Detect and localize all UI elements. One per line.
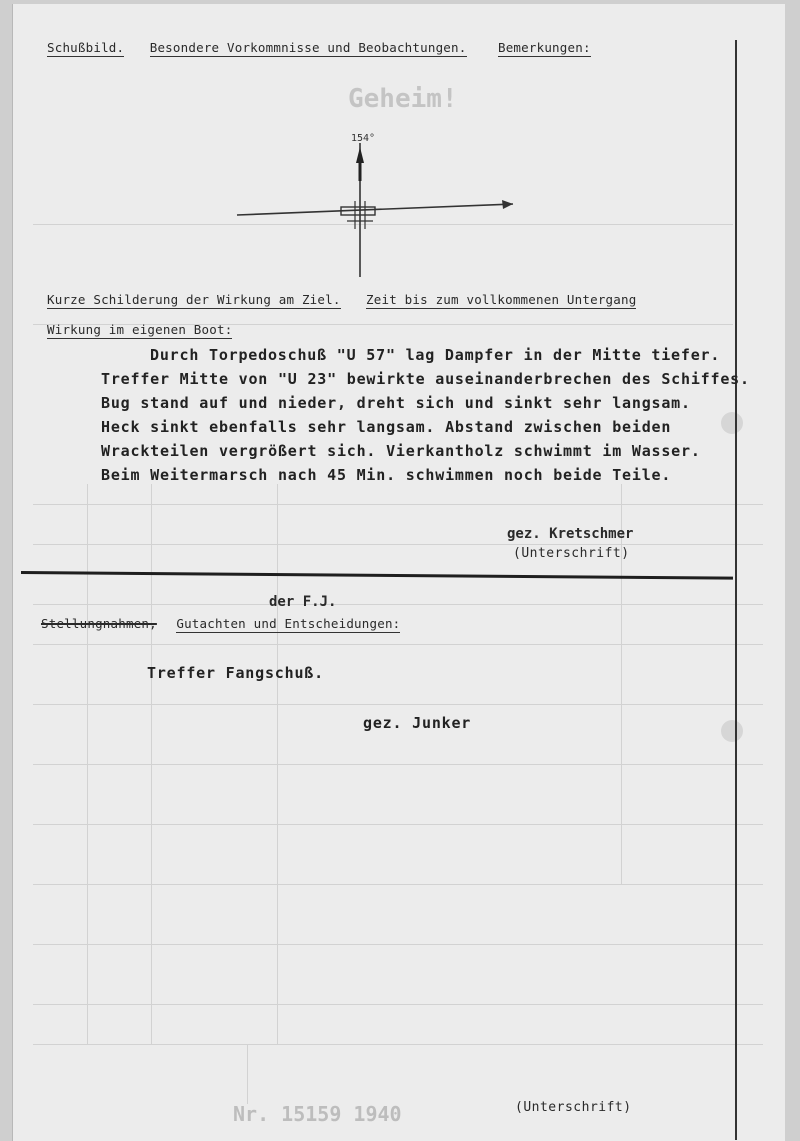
gutachten-label: Gutachten und Entscheidungen: — [176, 616, 401, 631]
wirkung-label: Wirkung im eigenen Boot: — [47, 322, 233, 337]
der-fj-label: der F.J. — [269, 594, 337, 610]
ghost-geheim-text: Geheim! — [348, 84, 458, 114]
arrow-head — [502, 200, 513, 209]
bleed-gridline — [33, 704, 763, 705]
ghost-stamp-number: Nr. 15159 1940 — [233, 1102, 402, 1126]
torpedo-marker — [356, 147, 364, 163]
signature-kretschmer: gez. Kretschmer — [507, 526, 634, 542]
signature2-label: (Unterschrift) — [515, 1100, 632, 1115]
bleed-gridline — [33, 1044, 763, 1045]
report-line: Bug stand auf und nieder, dreht sich und sinkt sehr langsam. — [101, 394, 691, 412]
right-margin-line — [735, 40, 737, 1140]
bemerkungen-label: Bemerkungen: — [497, 40, 591, 55]
schussbild-label: Schußbild. — [47, 40, 125, 55]
signature-label: (Unterschrift) — [513, 546, 630, 561]
wirkung-header — [47, 322, 232, 337]
bleed-gridline — [621, 484, 622, 884]
bleed-gridline — [87, 484, 88, 1044]
verdict-text: Treffer Fangschuß. — [147, 664, 324, 682]
section3-header — [41, 616, 400, 631]
bleed-gridline — [33, 644, 763, 645]
shot-diagram — [223, 129, 523, 279]
bleed-gridline — [247, 1044, 248, 1104]
section2-header — [47, 292, 636, 307]
besondere-label: Besondere Vorkommnisse und Beobachtungen. — [149, 40, 467, 55]
bleed-gridline — [277, 484, 278, 1044]
bleed-gridline — [33, 1004, 763, 1005]
bleed-gridline — [33, 884, 763, 885]
zeit-label: Zeit bis zum vollkommenen Untergang — [366, 292, 637, 307]
bleed-gridline — [33, 604, 763, 605]
report-line: Durch Torpedoschuß "U 57" lag Dampfer in der Mitte tiefer. — [150, 346, 721, 364]
section-divider — [21, 571, 733, 580]
bleed-gridline — [33, 764, 763, 765]
bleed-gridline — [151, 484, 152, 1044]
report-line: Beim Weitermarsch nach 45 Min. schwimmen noch beide Teile. — [101, 466, 672, 484]
bleed-gridline — [33, 824, 763, 825]
document-sheet — [12, 4, 785, 1141]
report-line: Treffer Mitte von "U 23" bewirkte auseinanderbrechen des Schiffes. — [101, 370, 750, 388]
bleed-gridline — [33, 504, 763, 505]
report-line: Heck sinkt ebenfalls sehr langsam. Abstand zwischen beiden — [101, 418, 672, 436]
kurze-label: Kurze Schilderung der Wirkung am Ziel. — [47, 292, 341, 307]
signature-junker: gez. Junker — [363, 714, 472, 732]
stellungnahmen-label: Stellungnahmen, — [41, 616, 157, 631]
bleed-gridline — [33, 544, 763, 545]
angle-label: 154° — [351, 133, 376, 144]
punch-hole — [721, 412, 743, 434]
punch-hole — [721, 720, 743, 742]
report-line: Wrackteilen vergrößert sich. Vierkantholz schwimmt im Wasser. — [101, 442, 701, 460]
header-row — [47, 40, 591, 55]
bleed-gridline — [33, 944, 763, 945]
